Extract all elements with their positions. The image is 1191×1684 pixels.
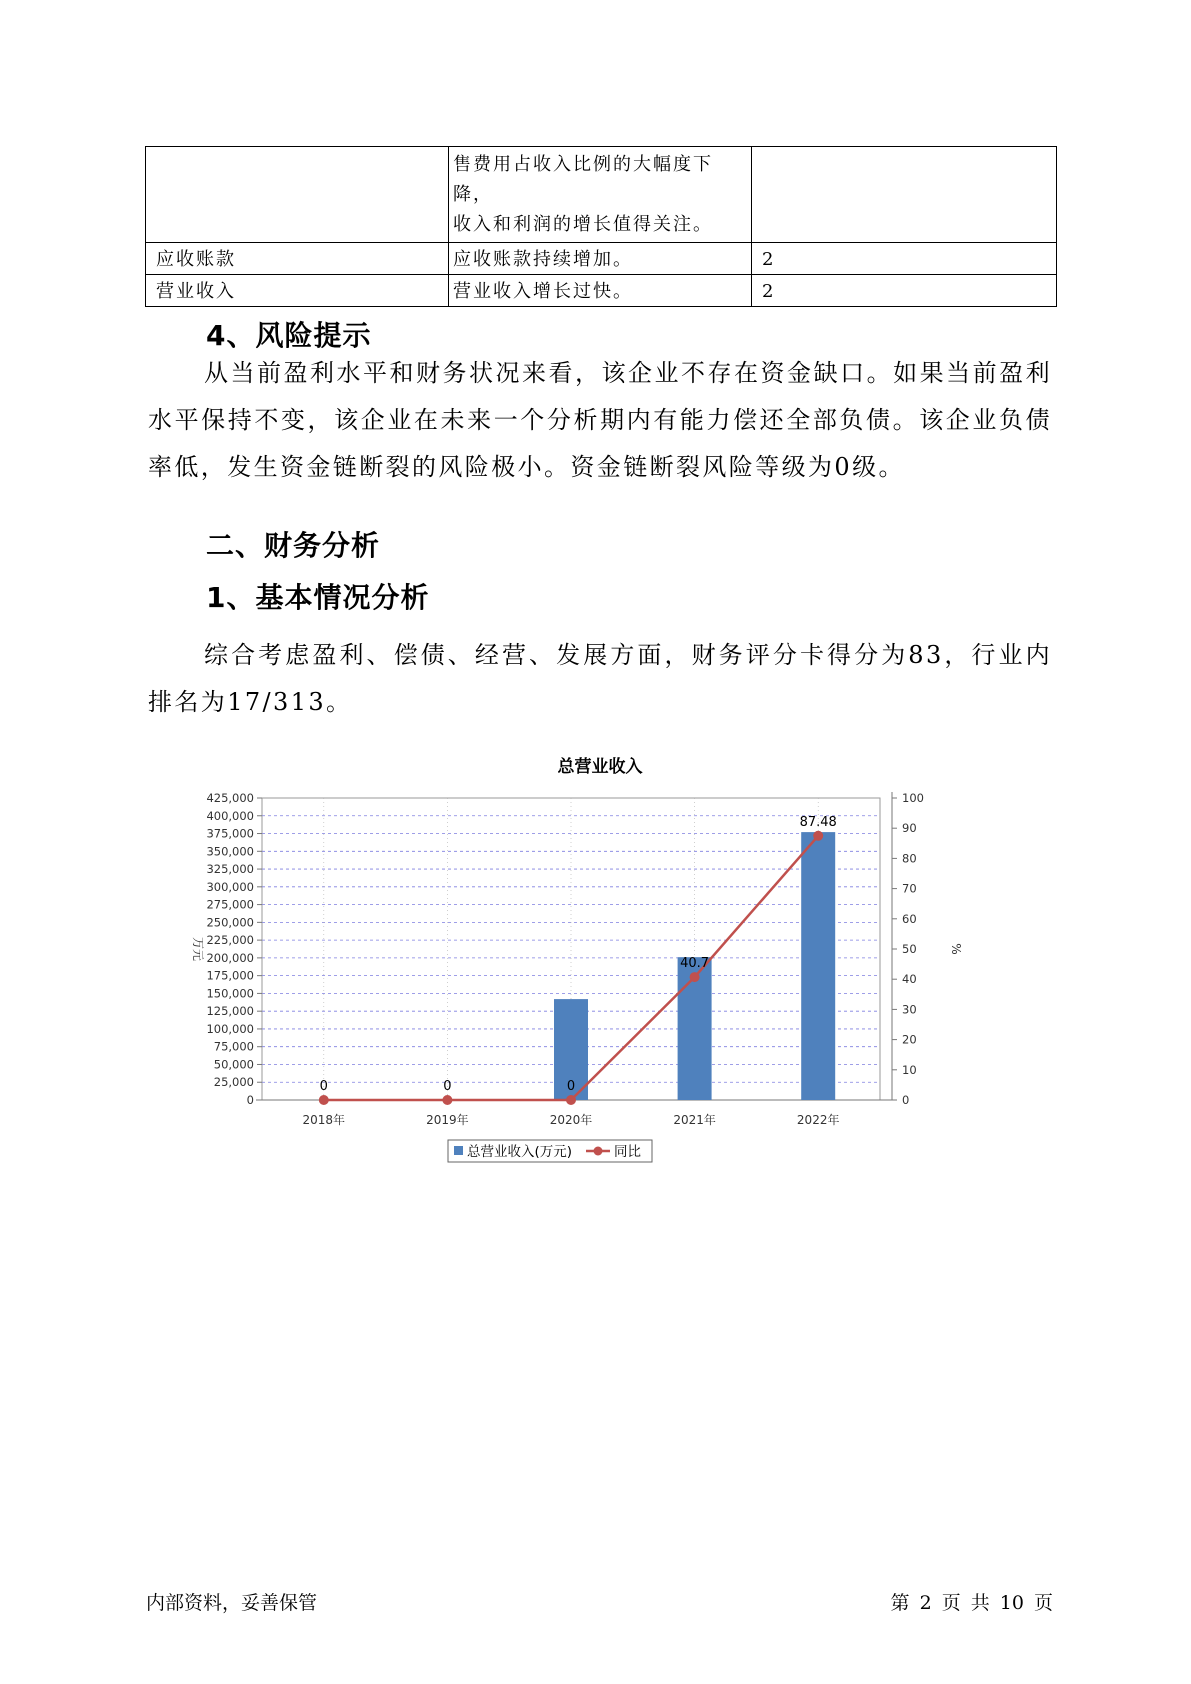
table-cell-description: 应收账款持续增加。 [449,243,752,275]
right-axis-tick-label: 40 [902,972,917,987]
yoy-data-label: 0 [443,1079,452,1094]
x-axis-tick-label: 2022年 [796,1113,840,1127]
right-axis-tick-label: 10 [902,1062,917,1077]
legend-swatch-bar [454,1146,463,1155]
table-row [146,243,1057,275]
left-axis-tick-label: 350,000 [206,844,254,859]
left-axis-tick-label: 375,000 [206,826,254,841]
left-axis-tick-label: 225,000 [206,933,254,948]
left-axis-tick-label: 50,000 [213,1057,254,1072]
table-cell-description: 营业收入增长过快。 [449,275,752,307]
left-axis-title: 万元 [191,936,205,962]
description-line: 售费用占收入比例的大幅度下降， [453,154,713,205]
yoy-point [690,972,700,982]
footer-page-number: 第 2 页 共 10 页 [890,1592,1053,1614]
legend-label-bar: 总营业收入(万元) [467,1144,573,1160]
table-row [146,275,1057,307]
left-axis-tick-label: 25,000 [213,1075,254,1090]
left-axis-tick-label: 0 [246,1093,254,1107]
description-line: 收入和利润的增长值得关注。 [453,214,713,235]
table-cell-level: 2 [752,275,1057,307]
table-cell-description [449,147,752,243]
chart-title: 总营业收入 [557,757,643,777]
right-axis-tick-label: 90 [902,821,917,836]
risk-table [145,146,1057,307]
right-axis-tick-label: 100 [902,791,924,805]
x-axis-tick-label: 2018年 [302,1113,346,1127]
right-axis-tick-label: 70 [902,881,917,896]
legend-swatch-point [594,1147,603,1156]
left-axis-tick-label: 150,000 [206,986,254,1001]
yoy-data-label: 87.48 [799,814,837,830]
yoy-data-label: 40.7 [680,956,710,972]
basic-analysis-paragraph: 综合考虑盈利、偿债、经营、发展方面，财务评分卡得分为83，行业内排名为17/313。 [148,641,1052,716]
left-axis-tick-label: 425,000 [206,791,254,805]
bar [801,832,835,1100]
left-axis-tick-label: 75,000 [213,1039,254,1054]
yoy-point [813,831,823,841]
risk-paragraph: 从当前盈利水平和财务状况来看，该企业不存在资金缺口。如果当前盈利水平保持不变，该企业在未来一个分析期内有能力偿还全部负债。该企业负债率低，发生资金链断裂的风险极小。资金链断裂风险等级为0级。 [148,359,1052,481]
right-axis-tick-label: 20 [902,1032,917,1047]
right-axis-tick-label: 60 [902,911,917,926]
yoy-data-label: 0 [319,1079,328,1094]
x-axis-tick-label: 2021年 [673,1113,716,1127]
right-axis-tick-label: 50 [902,942,917,956]
table-cell-level [752,147,1057,243]
table-row [146,147,1057,243]
revenue-chart [180,748,1020,1208]
table-cell-item: 应收账款 [146,243,449,275]
left-axis-tick-label: 300,000 [206,879,254,894]
section-heading-basic-analysis: 1、基本情况分析 [206,581,430,614]
right-axis-tick-label: 30 [902,1002,917,1017]
table-cell-item [146,147,449,243]
right-axis-title: % [949,943,963,955]
left-axis-tick-label: 400,000 [206,808,254,823]
left-axis-tick-label: 200,000 [206,950,254,965]
yoy-point [319,1095,329,1105]
yoy-point [442,1095,452,1105]
revenue-chart-svg [180,748,1020,1208]
right-axis-tick-label: 80 [902,851,917,866]
right-axis-tick-label: 0 [902,1093,910,1107]
yoy-data-label: 0 [566,1079,576,1094]
x-axis-tick-label: 2019年 [426,1113,469,1127]
left-axis-tick-label: 325,000 [206,862,254,877]
left-axis-tick-label: 100,000 [206,1021,254,1036]
yoy-point [566,1095,576,1105]
section-heading-risk: 4、风险提示 [206,319,372,352]
left-axis-tick-label: 275,000 [206,897,254,912]
table-cell-level: 2 [752,243,1057,275]
x-axis-tick-label: 2020年 [549,1113,593,1127]
left-axis-tick-label: 250,000 [206,915,254,930]
left-axis-tick-label: 175,000 [206,968,254,983]
table-cell-item: 营业收入 [146,275,449,307]
section-heading-financial-analysis: 二、财务分析 [206,529,381,562]
left-axis-tick-label: 125,000 [206,1004,254,1019]
footer-confidential-note: 内部资料，妥善保管 [146,1592,318,1614]
legend-label-line: 同比 [614,1144,641,1160]
